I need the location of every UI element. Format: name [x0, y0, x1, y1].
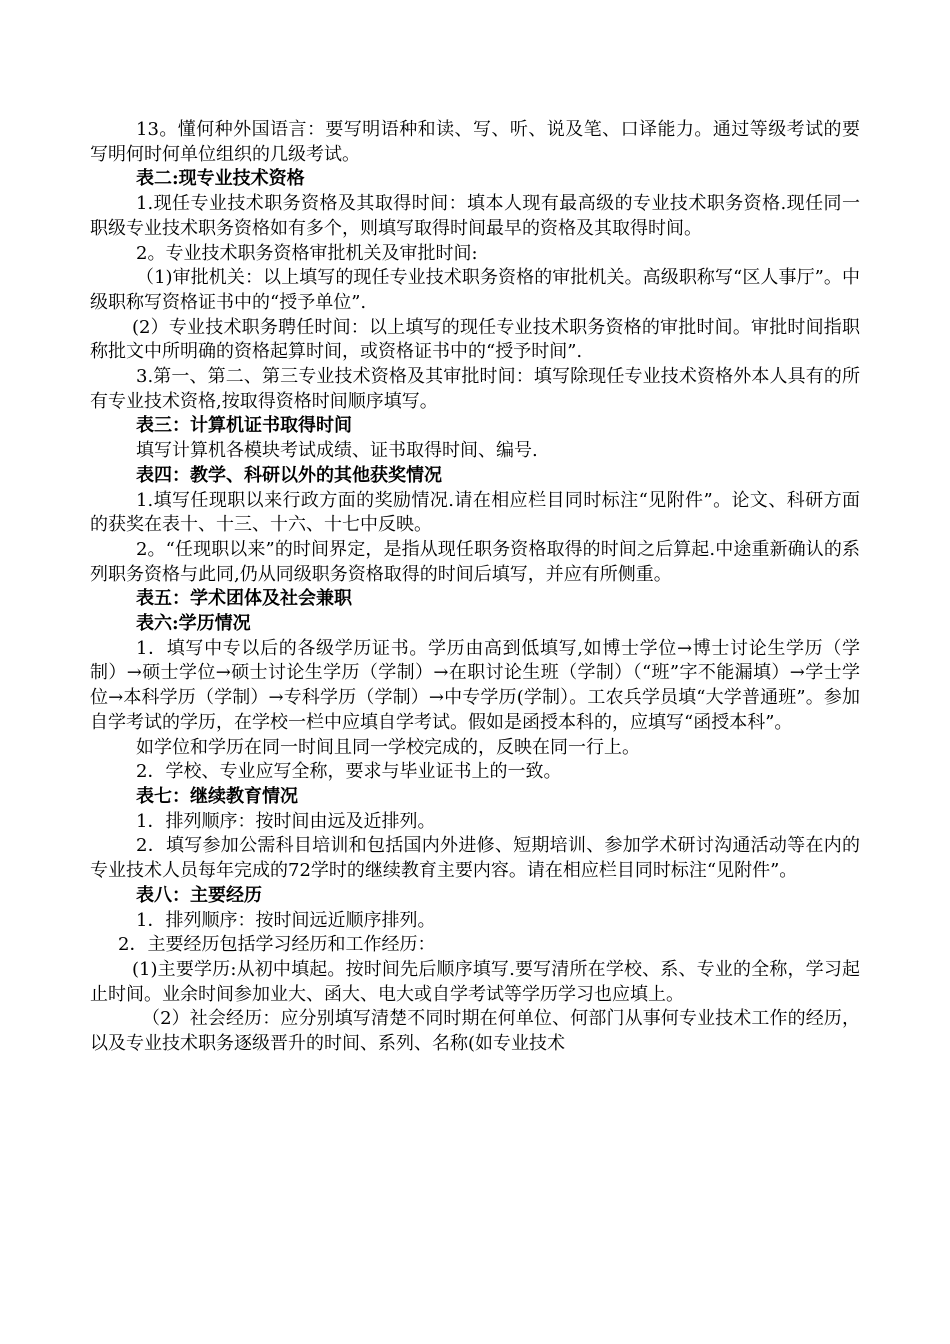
heading-table-2: 表二:现专业技术资格	[136, 168, 305, 190]
paragraph-awards: 1.填写任现职以来行政方面的奖励情况.请在相应栏目同时标注“见附件”。论文、科研方面的获奖在表十、十三、十六、十七中反映。	[90, 489, 860, 536]
document-page	[90, 118, 860, 1057]
paragraph-continuing-education: 2．填写参加公需科目培训和包括国内外进修、短期培训、参加学术研讨沟通活动等在内的专业技术人员每年完成的72学时的继续教育主要内容。请在相应栏目同时标注“见附件”。	[90, 835, 860, 882]
paragraph-order-time: 1．排列顺序：按时间远近顺序排列。	[136, 909, 436, 931]
paragraph-main-experience: 2．主要经历包括学习经历和工作经历：	[118, 934, 436, 956]
paragraph-current-qualification: 1.现任专业技术职务资格及其取得时间：填本人现有最高级的专业技术职务资格.现任同一职级专业技术职务资格如有多个，则填写取得时间最早的资格及其取得时间。	[90, 193, 860, 239]
heading-table-4: 表四：教学、科研以外的其他获奖情况	[136, 464, 442, 486]
paragraph-appointment-time: (2）专业技术职务聘任时间：以上填写的现任专业技术职务资格的审批时间。审批时间指职称批文中所明确的资格起算时间，或资格证书中的“授予时间”.	[90, 316, 860, 363]
paragraph-social-experience: （2）社会经历：应分别填写清楚不同时期在何单位、何部门从事何专业技术工作的经历，以及专业技术职务逐级晋升的时间、系列、名称(如专业技术	[90, 1008, 860, 1055]
paragraph-same-row: 如学位和学历在同一时间且同一学校完成的，反映在同一行上。	[136, 736, 640, 758]
paragraph-since-appointment: 2。“任现职以来”的时间界定，是指从现任职务资格取得的时间之后算起.中途重新确认的系列职务资格与此同,仍从同级职务资格取得的时间后填写，并应有所侧重。	[90, 538, 860, 585]
heading-table-6: 表六:学历情况	[136, 613, 251, 635]
heading-table-5: 表五：学术团体及社会兼职	[136, 588, 352, 610]
paragraph-foreign-language: 13。懂何种外国语言：要写明语种和读、写、听、说及笔、口译能力。通过等级考试的要写明何时何单位组织的几级考试。	[90, 119, 860, 165]
paragraph-other-qualifications: 3.第一、第二、第三专业技术资格及其审批时间：填写除现任专业技术资格外本人具有的所有专业技术资格,按取得资格时间顺序填写。	[90, 366, 860, 412]
paragraph-approval-authority: 2。专业技术职务资格审批机关及审批时间:	[136, 242, 478, 264]
paragraph-full-names: 2．学校、专业应写全称，要求与毕业证书上的一致。	[136, 761, 562, 783]
paragraph-computer-certificate: 填写计算机各模块考试成绩、证书取得时间、编号.	[136, 440, 538, 462]
heading-table-3: 表三：计算机证书取得时间	[136, 415, 352, 437]
paragraph-approval-body: （1)审批机关：以上填写的现任专业技术职务资格的审批机关。高级职称写“区人事厅”。中级职称写资格证书中的“授予单位”.	[90, 267, 860, 313]
heading-table-8: 表八：主要经历	[136, 884, 262, 906]
paragraph-education-certificates: 1．填写中专以后的各级学历证书。学历由高到低填写,如博士学位→博士讨论生学历（学制）→硕士学位→硕士讨论生学历（学制）→在职讨论生班（学制）（“班”字不能漏填）→学士学位→本科学历（学制）→专科学历（学制）→中专学历(学制）。工农兵学员填“大学普通班”。参加自学考试的学历，在学校一栏中应填自学考试。假如是函授本科的，应填写“函授本科”。	[90, 637, 860, 733]
heading-table-7: 表七：继续教育情况	[136, 785, 298, 807]
paragraph-main-education: (1)主要学历:从初中填起。按时间先后顺序填写.要写清所在学校、系、专业的全称，学习起止时间。业余时间参加业大、函大、电大或自学考试等学历学习也应填上。	[90, 958, 860, 1005]
paragraph-order-far-near: 1．排列顺序：按时间由远及近排列。	[136, 810, 436, 832]
